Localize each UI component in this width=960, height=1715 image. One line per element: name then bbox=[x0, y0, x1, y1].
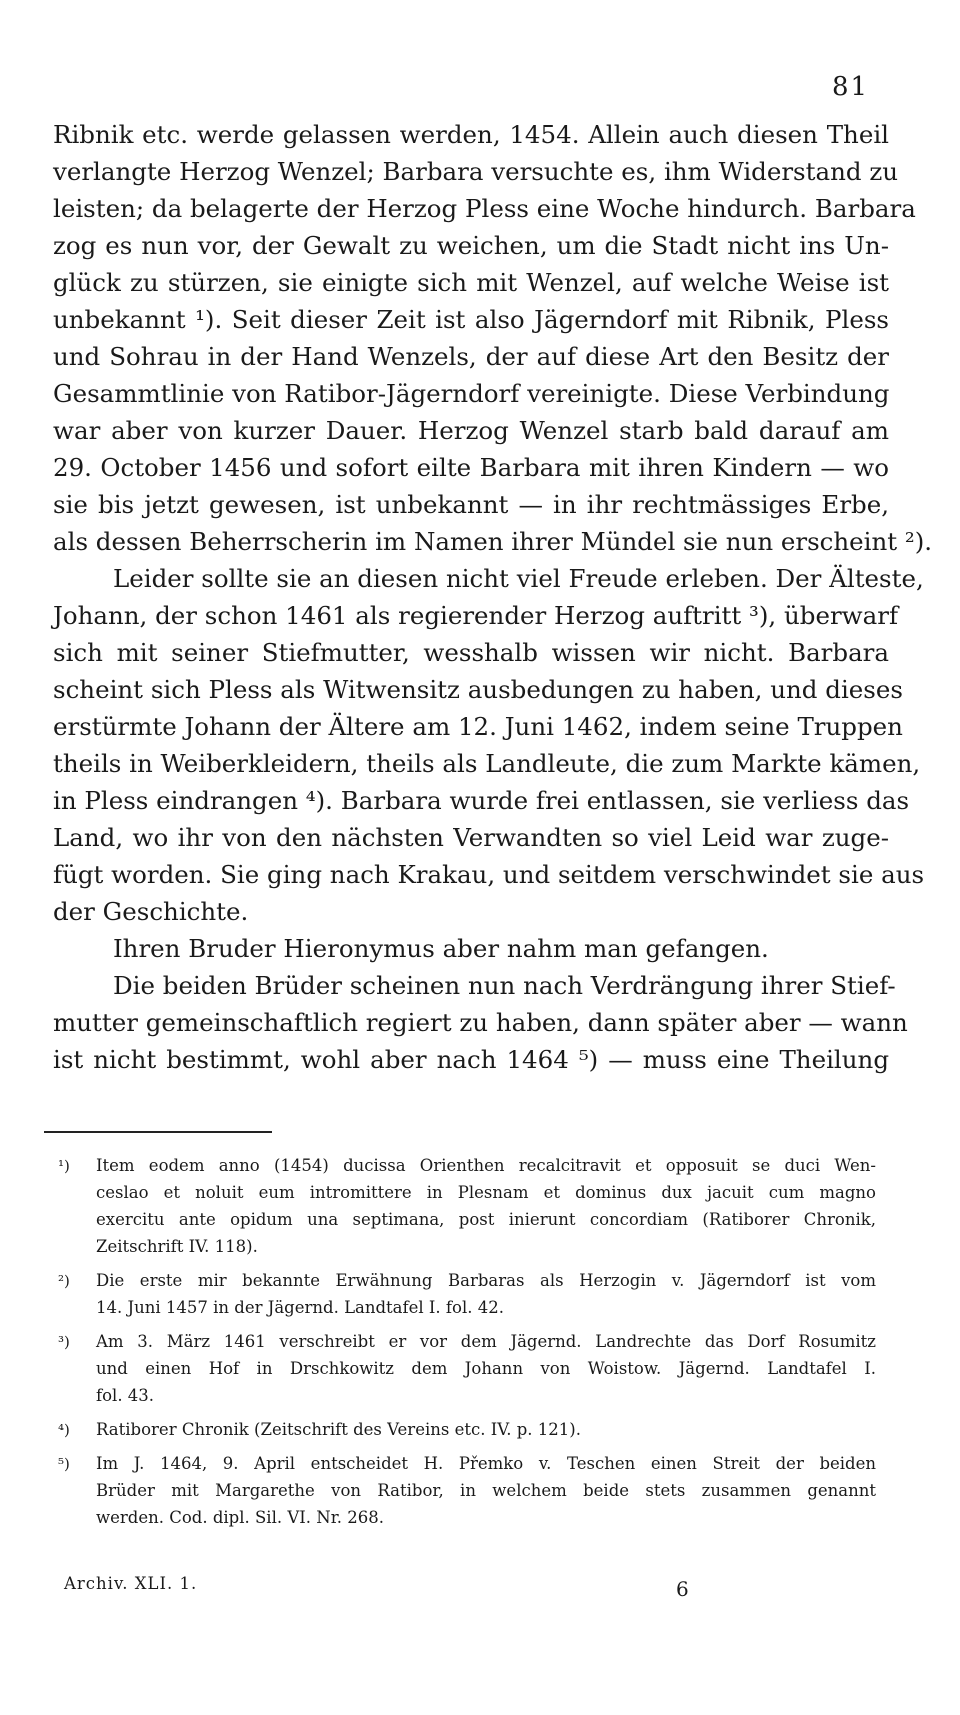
main-text bbox=[53, 116, 933, 1078]
page-number: 81 bbox=[832, 72, 870, 102]
text-line: sie bis jetzt gewesen, ist unbekannt — in ihr rechtmässiges Erbe, bbox=[53, 490, 889, 519]
footnote-text: Die erste mir bekannte Erwähnung Barbaras als Herzogin v. Jägerndorf ist vom bbox=[96, 1271, 876, 1290]
footnote-text: ceslao et noluit eum intromittere in Plesnam et dominus dux jacuit cum magno bbox=[96, 1183, 876, 1202]
signature-mark: 6 bbox=[676, 1577, 689, 1601]
text-line: zog es nun vor, der Gewalt zu weichen, um die Stadt nicht ins Un- bbox=[53, 231, 889, 260]
footnote-text: Zeitschrift IV. 118). bbox=[96, 1237, 258, 1256]
footnote-4 bbox=[58, 1416, 876, 1443]
footnote-marker: ⁴) bbox=[58, 1421, 70, 1439]
footnote-marker: ³) bbox=[58, 1333, 70, 1351]
footnote-text: Am 3. März 1461 verschreibt er vor dem Jägernd. Landrechte das Dorf Rosumitz bbox=[96, 1332, 876, 1351]
text-line: war aber von kurzer Dauer. Herzog Wenzel starb bald darauf am bbox=[53, 416, 889, 445]
text-line: fügt worden. Sie ging nach Krakau, und seitdem verschwindet sie aus bbox=[53, 860, 925, 889]
text-line: leisten; da belagerte der Herzog Pless eine Woche hindurch. Barbara bbox=[53, 194, 916, 223]
text-line: mutter gemeinschaftlich regiert zu haben, dann später aber — wann bbox=[53, 1008, 908, 1037]
footnote-marker: ²) bbox=[58, 1272, 70, 1290]
text-line: Gesammtlinie von Ratibor-Jägerndorf vereinigte. Diese Verbindung bbox=[53, 379, 890, 408]
footnote-marker: ⁵) bbox=[58, 1455, 70, 1473]
text-line: der Geschichte. bbox=[53, 897, 249, 926]
text-line: Johann, der schon 1461 als regierender Herzog auftritt ³), überwarf bbox=[53, 601, 899, 630]
footnote-text: Ratiborer Chronik (Zeitschrift des Vereins etc. IV. p. 121). bbox=[96, 1420, 581, 1439]
text-line: glück zu stürzen, sie einigte sich mit Wenzel, auf welche Weise ist bbox=[53, 268, 889, 297]
text-line: Die beiden Brüder scheinen nun nach Verdrängung ihrer Stief- bbox=[113, 971, 896, 1000]
text-line: theils in Weiberkleidern, theils als Landleute, die zum Markte kämen, bbox=[53, 749, 921, 778]
text-line: unbekannt ¹). Seit dieser Zeit ist also Jägerndorf mit Ribnik, Pless bbox=[53, 305, 889, 334]
footnote-2 bbox=[58, 1267, 876, 1321]
footnotes bbox=[58, 1152, 876, 1538]
text-line: ist nicht bestimmt, wohl aber nach 1464 ⁵) — muss eine Theilung bbox=[53, 1045, 889, 1074]
text-line: Leider sollte sie an diesen nicht viel Freude erleben. Der Älteste, bbox=[113, 564, 924, 593]
footnote-text: fol. 43. bbox=[96, 1386, 155, 1405]
text-line: 29. October 1456 und sofort eilte Barbara mit ihren Kindern — wo bbox=[53, 453, 889, 482]
text-line: erstürmte Johann der Ältere am 12. Juni 1462, indem seine Truppen bbox=[53, 712, 903, 741]
footnote-text: 14. Juni 1457 in der Jägernd. Landtafel I. fol. 42. bbox=[96, 1298, 504, 1317]
footnote-text: Im J. 1464, 9. April entscheidet H. Přemko v. Teschen einen Streit der beiden bbox=[96, 1454, 876, 1473]
text-line: sich mit seiner Stiefmutter, wesshalb wissen wir nicht. Barbara bbox=[53, 638, 889, 667]
footnote-1 bbox=[58, 1152, 876, 1260]
footnote-marker: ¹) bbox=[58, 1157, 70, 1175]
text-line: verlangte Herzog Wenzel; Barbara versuchte es, ihm Widerstand zu bbox=[53, 157, 899, 186]
footnote-text: Brüder mit Margarethe von Ratibor, in welchem beide stets zusammen genannt bbox=[96, 1481, 876, 1500]
text-line: Ribnik etc. werde gelassen werden, 1454. Allein auch diesen Theil bbox=[53, 120, 889, 149]
text-line: und Sohrau in der Hand Wenzels, der auf diese Art den Besitz der bbox=[53, 342, 889, 371]
text-line: scheint sich Pless als Witwensitz ausbedungen zu haben, und dieses bbox=[53, 675, 903, 704]
footnote-text: exercitu ante opidum una septimana, post inierunt concordiam (Ratiborer Chronik, bbox=[96, 1210, 876, 1229]
footnote-text: Item eodem anno (1454) ducissa Orienthen recalcitravit et opposuit se duci Wen- bbox=[96, 1156, 876, 1175]
text-line: als dessen Beherrscherin im Namen ihrer Mündel sie nun erscheint ²). bbox=[53, 527, 933, 556]
text-line: Ihren Bruder Hieronymus aber nahm man gefangen. bbox=[113, 934, 769, 963]
text-line: in Pless eindrangen ⁴). Barbara wurde frei entlassen, sie verliess das bbox=[53, 786, 910, 815]
footnote-divider bbox=[44, 1131, 272, 1133]
archive-signature: Archiv. XLI. 1. bbox=[64, 1574, 198, 1593]
footnote-5 bbox=[58, 1450, 876, 1531]
footnote-3 bbox=[58, 1328, 876, 1409]
text-line: Land, wo ihr von den nächsten Verwandten so viel Leid war zuge- bbox=[53, 823, 889, 852]
footnote-text: werden. Cod. dipl. Sil. VI. Nr. 268. bbox=[96, 1508, 385, 1527]
footnote-text: und einen Hof in Drschkowitz dem Johann von Woistow. Jägernd. Landtafel I. bbox=[96, 1359, 876, 1378]
